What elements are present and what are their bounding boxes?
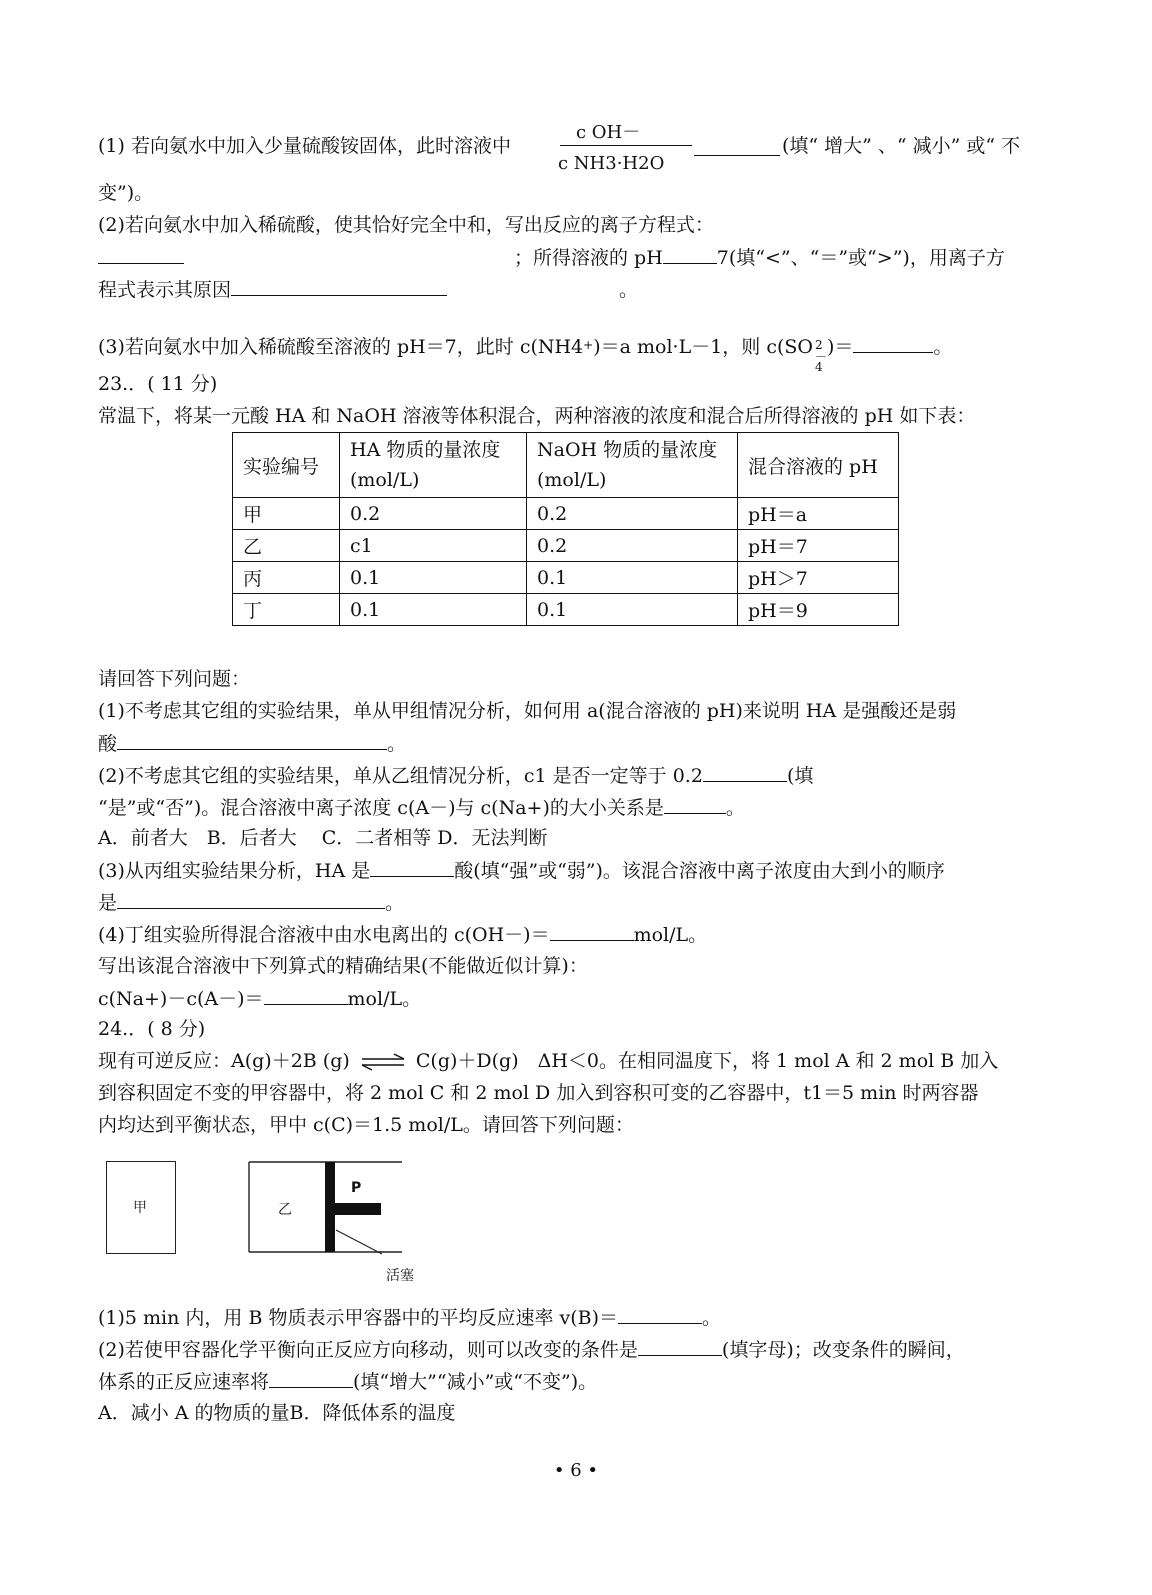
answer-blank[interactable] [98,245,184,264]
container-yi-diagram [244,1158,410,1258]
q22-part2-reason: 程式表示其原因 [98,279,232,301]
q22-part2-line1: (2)若向氨水中加入稀硫酸，使其恰好完全中和，写出反应的离子方程式： [98,214,714,236]
table-cell: c1 [340,530,527,562]
table-row [233,498,899,530]
table-cell: 乙 [233,530,340,562]
q22-part1-line2: 变”)。 [98,182,154,204]
table-row [233,594,899,626]
q24-s2-text: (2)若使甲容器化学平衡向正反应方向移动，则可以改变的条件是 [98,1339,638,1361]
q23-s2-text2: “是”或“否”)。混合溶液中离子浓度 c(A－)与 c(Na+)的大小关系是 [98,797,664,819]
q22-part3-eq: )＝ [826,336,854,358]
q24-s2-line2 [98,1369,597,1394]
header-text: HA 物质的量浓度 [350,439,501,461]
table-cell: pH＝7 [738,530,899,562]
header-cell [527,433,738,498]
q23-s3-line1 [98,858,945,883]
table-cell: pH＝a [738,498,899,530]
experiment-table [232,432,899,626]
q23-s3-text: (3)从丙组实验结果分析，HA 是 [98,860,371,882]
table-cell: 甲 [233,498,340,530]
q23-s3-line2 [98,890,404,915]
q23-s4-unit2: mol/L。 [347,988,422,1010]
q23-s2-options: A．前者大 B．后者大 C．二者相等 D．无法判断 [98,827,548,849]
q24-reaction-right: C(g)＋D(g) ΔH＜0。在相同温度下，将 1 mol A 和 2 mol B 加入 [415,1050,999,1072]
q24-s1 [98,1305,721,1330]
q24-line3: 内均达到平衡状态，甲中 c(C)＝1.5 mol/L。请回答下列问题： [98,1114,634,1136]
q23-s2-line1 [98,763,813,788]
table-cell: 0.2 [527,498,738,530]
q23-intro: 常温下，将某一元酸 HA 和 NaOH 溶液等体积混合，两种溶液的浓度和混合后所得溶液的 pH 如下表： [98,405,976,427]
q23-s3-text2: 酸(填“强”或“弱”)。该混合溶液中离子浓度由大到小的顺序 [454,860,945,882]
q22-part1-text: (1) 若向氨水中加入少量硫酸铵固体，此时溶液中 [98,135,511,157]
q23-s4-expr: c(Na+)－c(A－)＝ [98,988,264,1010]
q22-part1-hint: (填“ 增大” 、“ 减小” 或“ 不 [782,135,1021,157]
fraction-bar [560,145,692,146]
period: 。 [702,1307,722,1329]
q22-part2-line3 [98,277,638,302]
q24-line1 [98,1049,998,1073]
page-number: • 6 • [553,1460,599,1481]
q23-s1-line1: (1)不考虑其它组的实验结果，单从甲组情况分析，如何用 a(混合溶液的 pH)来说明 HA 是强酸还是弱 [98,700,957,722]
q24-s2-hint2: (填“增大”“减小”或“不变”)。 [353,1371,598,1393]
table-cell: pH＝9 [738,594,899,626]
answer-blank[interactable] [117,731,387,750]
q22-part2-line2 [98,245,1038,270]
q22-part1-line1 [98,134,511,158]
q24-reaction-left: 现有可逆反应：A(g)＋2B (g) [98,1050,350,1072]
header-unit: (mol/L) [537,469,607,491]
answer-blank[interactable] [231,277,447,296]
equilibrium-arrow-icon [360,1053,406,1071]
q23-s2-line2 [98,795,745,820]
q24-line2: 到容积固定不变的甲容器中，将 2 mol C 和 2 mol D 加入到容积可变的乙容器中，t1＝5 min 时两容器 [98,1082,979,1104]
superscript-2: 2 [814,338,823,352]
table-cell: 0.1 [340,594,527,626]
q23-heading: 23.．( 11 分) [98,373,218,395]
fraction-denominator: c NH3·H2O [558,153,665,174]
q24-s2-text2: 体系的正反应速率将 [98,1371,270,1393]
q23-s2-hint: (填 [786,765,814,787]
answer-blank[interactable] [370,858,454,877]
answer-blank[interactable] [264,986,348,1005]
period: 。 [385,892,405,914]
table-cell: 0.1 [340,562,527,594]
answer-blank[interactable] [694,137,780,156]
q24-s2-options: A．减小 A 的物质的量B．降低体系的温度 [98,1402,456,1424]
label-p: P [351,1180,362,1196]
q22-part2-text: ；所得溶液的 pH [514,247,663,269]
label-yi: 乙 [278,1202,292,1218]
q23-s4-line3 [98,986,421,1011]
q23-s1-text: 酸 [98,733,118,755]
q24-s2-line1 [98,1337,965,1362]
q23-s1-line2 [98,731,406,756]
fraction-numerator: c OH－ [576,122,641,143]
label-jia: 甲 [133,1200,147,1216]
q23-s2-text: (2)不考虑其它组的实验结果，单从乙组情况分析，c1 是否一定等于 0.2 [98,765,703,787]
superscript-minus: － [814,350,827,364]
table-cell: 0.1 [527,562,738,594]
table-cell: 0.1 [527,594,738,626]
answer-blank[interactable] [853,334,933,353]
table-cell: 0.2 [340,498,527,530]
answer-blank[interactable] [703,763,787,782]
period: 。 [725,797,745,819]
table-cell: 丙 [233,562,340,594]
table-header-row [233,433,899,498]
table-cell: pH＞7 [738,562,899,594]
q23-s4-text: (4)丁组实验所得混合溶液中由水电离出的 c(OH－)＝ [98,924,550,946]
header-cell [340,433,527,498]
q23-s4-line2: 写出该混合溶液中下列算式的精确结果(不能做近似计算)： [98,955,588,977]
answer-blank[interactable] [663,245,717,264]
q22-part3-text2: )＝a mol·L－1，则 c(SO [593,336,813,358]
period: 。 [387,733,407,755]
q23-s4-line1 [98,922,707,947]
q22-part3-text: (3)若向氨水中加入稀硫酸至溶液的 pH＝7，此时 c(NH4 [98,336,584,358]
q23-s3-text3: 是 [98,892,118,914]
superscript-plus: + [583,338,594,352]
answer-blank[interactable] [618,1305,702,1324]
answer-blank[interactable] [117,890,385,909]
table-cell: 丁 [233,594,340,626]
q23-ask: 请回答下列问题： [98,668,251,690]
q22-part3-line [98,333,953,374]
answer-blank[interactable] [550,922,634,941]
header-text: NaOH 物质的量浓度 [537,439,718,461]
table-row [233,530,899,562]
table-row [233,562,899,594]
header-cell: 实验编号 [233,433,340,498]
header-unit: (mol/L) [350,469,420,491]
q24-heading: 24.．( 8 分) [98,1018,206,1040]
answer-blank[interactable] [664,795,726,814]
table-cell: 0.2 [527,530,738,562]
q23-s4-unit: mol/L。 [633,924,708,946]
q24-s1-text: (1)5 min 内，用 B 物质表示甲容器中的平均反应速率 v(B)＝ [98,1307,619,1329]
period: 。 [933,336,953,358]
label-piston: 活塞 [386,1268,414,1284]
subscript-4: 4 [814,360,823,374]
period: 。 [619,279,639,301]
header-cell: 混合溶液的 pH [738,433,899,498]
answer-blank[interactable] [269,1369,353,1388]
q24-s2-hint: (填字母)；改变条件的瞬间， [721,1339,965,1361]
q22-part2-hint: 7(填“<”、“＝”或“>”)，用离子方 [716,247,1005,269]
answer-blank[interactable] [638,1337,722,1356]
